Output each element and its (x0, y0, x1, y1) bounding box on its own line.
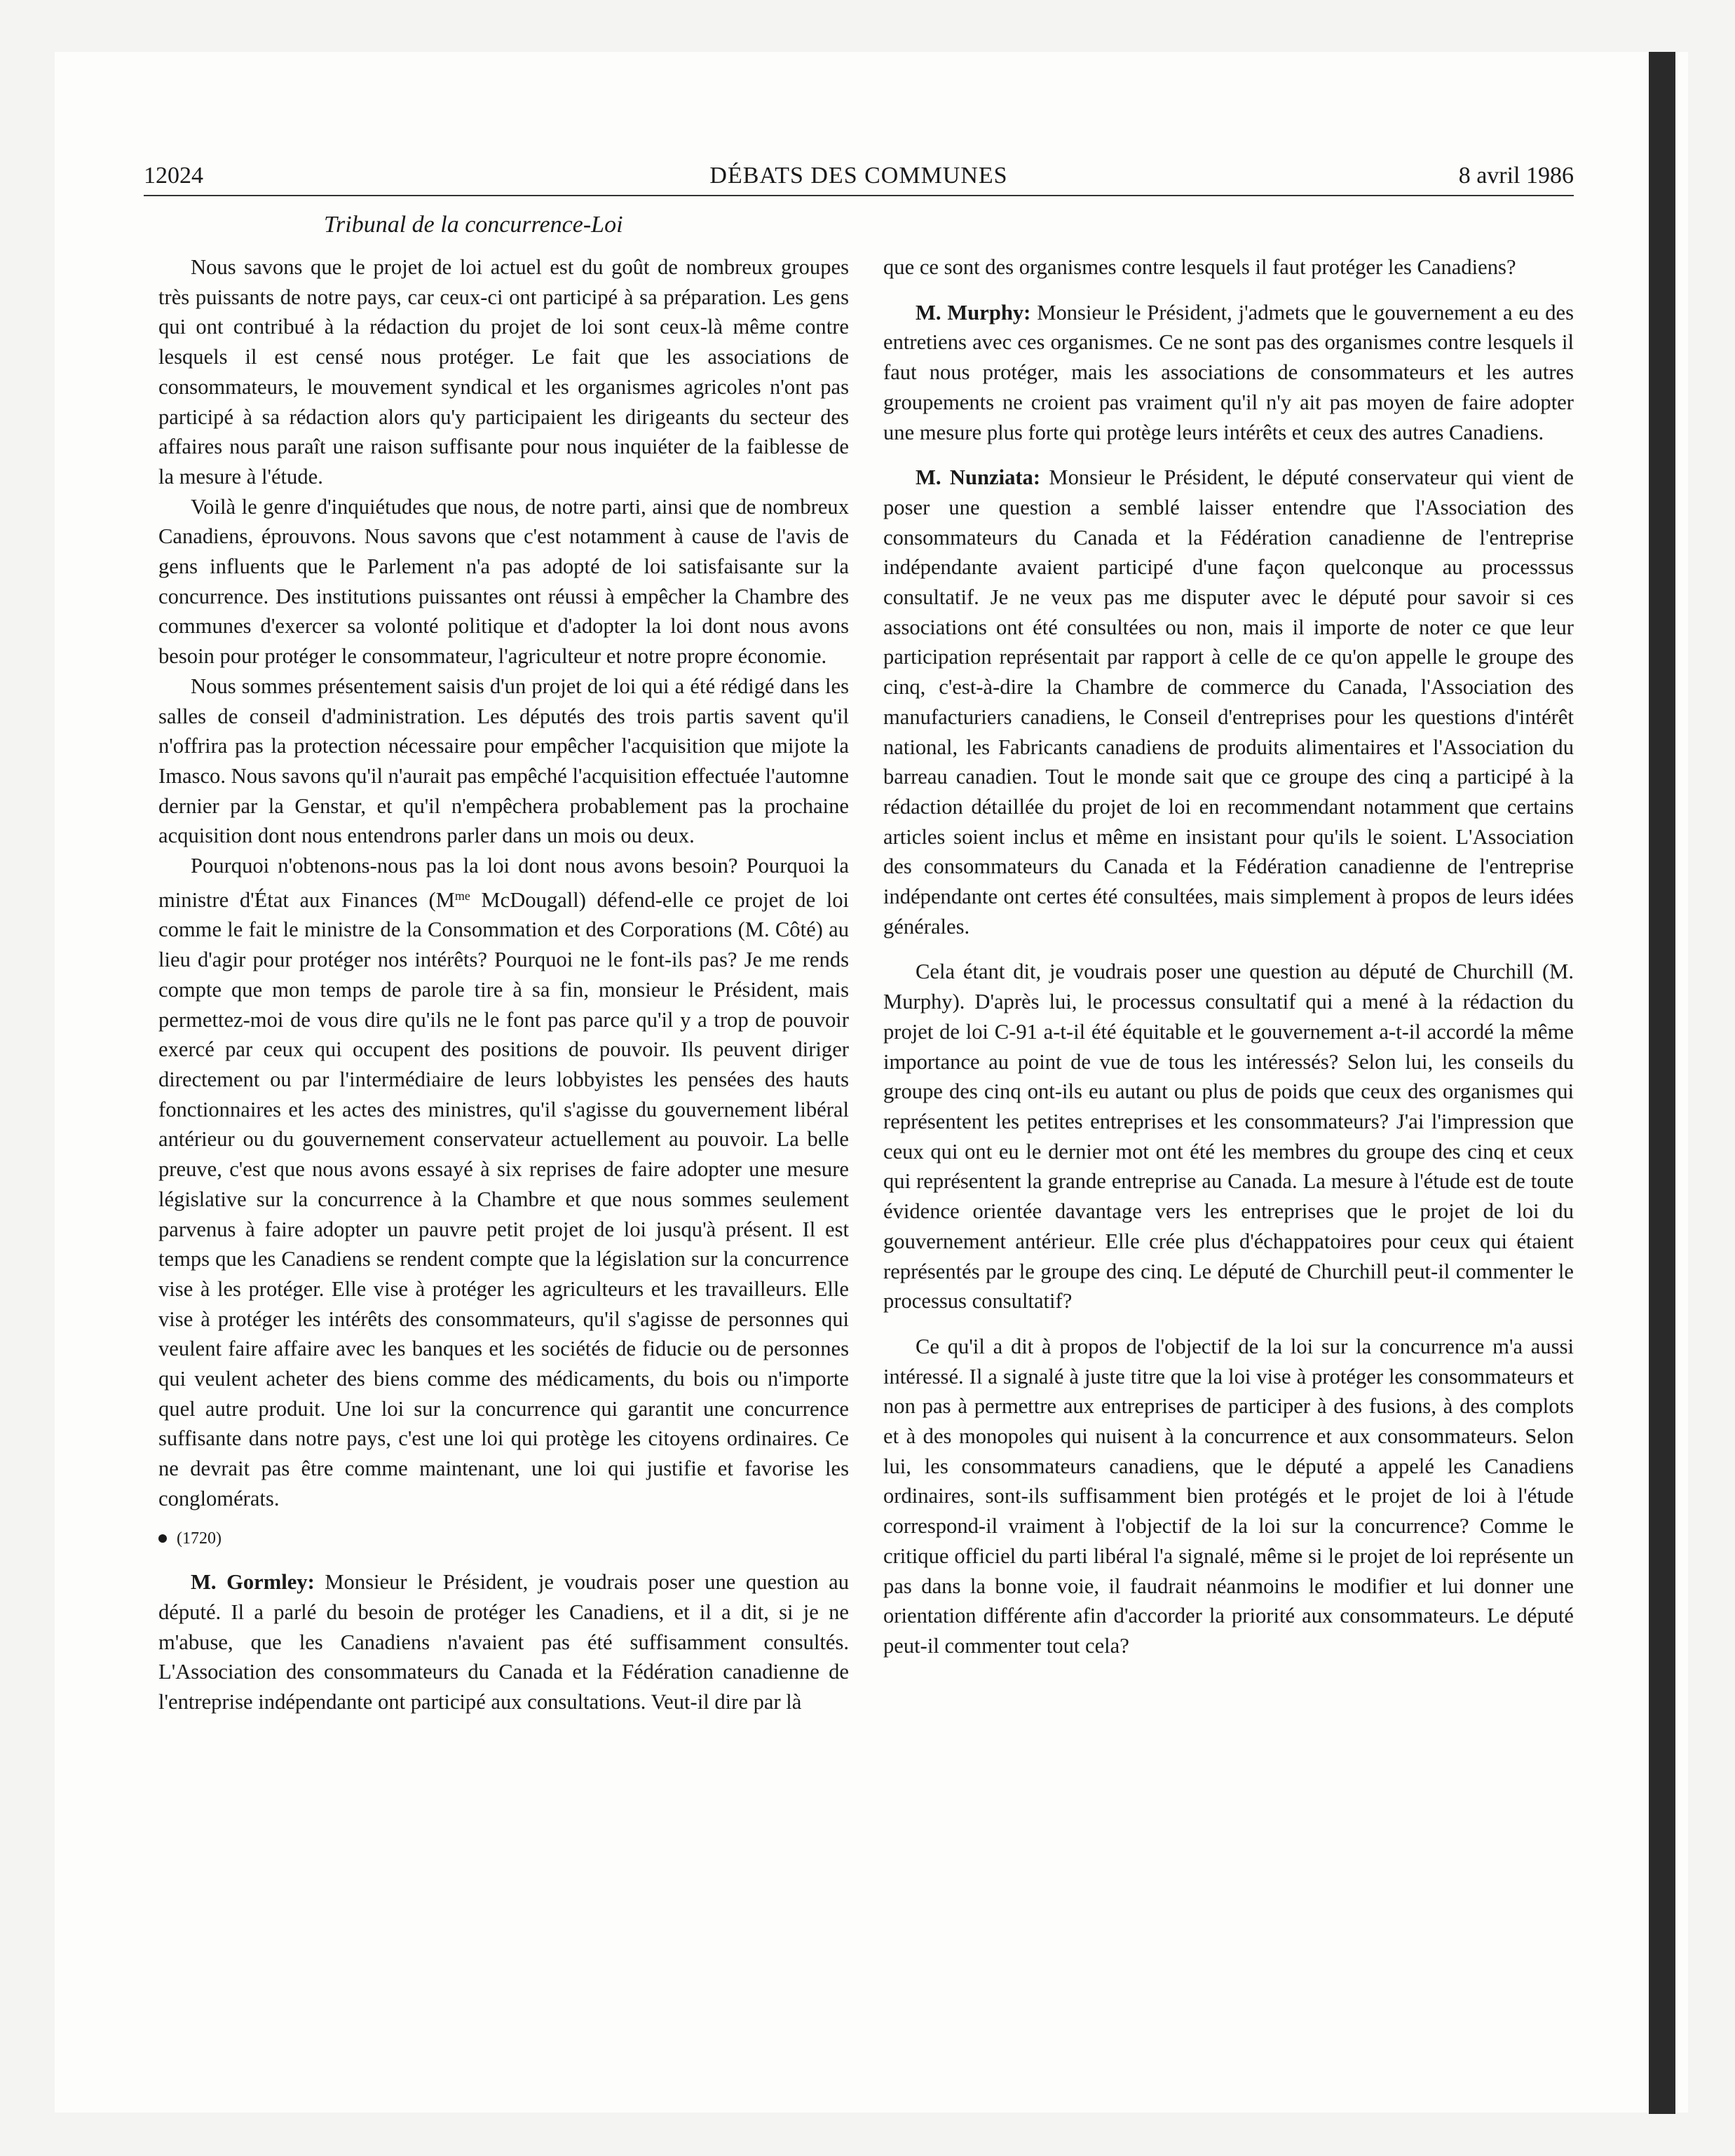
paragraph (158, 851, 849, 1513)
publication-date: 8 avril 1986 (1458, 163, 1574, 189)
bullet-icon (158, 1534, 167, 1543)
paragraph-text: McDougall) défend-elle ce projet de loi comme le fait le ministre de la Consommation et des Corporations (M. Côté) au lieu d'agir pour protéger nos intérêts? Pourquoi ne le font-ils pas? Je me rends compte que mon temps de parole tire à sa fin, monsieur le Président, mais permettez-moi de vous dire qu'ils ne le font pas parce qu'il y a trop de pouvoir exercé par ceux qui occupent des positions de pouvoir. Ils peuvent diriger directement ou par l'intermédiaire de leurs lobbyistes les pensées des hauts fonctionnaires et les actes des ministres, qu'il s'agisse du gouvernement libéral antérieur ou du gouvernement conservateur actuellement au pouvoir. La belle preuve, c'est que nous avons essayé à six reprises de faire adopter une mesure législative sur la concurrence à la Chambre et que nous sommes seulement parvenus à faire adopter un pauvre petit projet de loi jusqu'à présent. Il est temps que les Canadiens se rendent compte que la législation sur la concurrence vise à les protéger. Elle vise à protéger les agriculteurs et les travailleurs. Elle vise à protéger les intérêts des consommateurs, qu'il s'agisse de personnes qui veulent faire affaire avec les banques et les sociétés de fiducie ou de personnes qui veulent acheter des biens comme des médicaments, du bois ou n'importe quel autre produit. Une loi sur la concurrence qui garantit une concurrence suffisante dans notre pays, c'est une loi qui protège les citoyens ordinaires. Ce ne devrait pas être comme maintenant, une loi qui justifie et favorise les conglomérats. (158, 887, 849, 1510)
scan-edge-bar (1649, 52, 1675, 2114)
time-marker (158, 1524, 849, 1554)
time-marker-text: (1720) (177, 1529, 222, 1548)
speaker-name: M. Gormley: (191, 1570, 315, 1595)
paragraph: Cela étant dit, je voudrais poser une question au député de Churchill (M. Murphy). D'après lui, le processus consultatif qui a mené à la rédaction du projet de loi C-91 a-t-il été équitable et le gouvernement a-t-il accordé la même importance au point de vue de tous les intéressés? Selon lui, les conseils du groupe des cinq ont-ils eu autant ou plus de poids que ceux des organismes qui représentent les petites entreprises et les consommateurs? J'ai l'impression que ceux qui ont eu le dernier mot ont été les membres du groupe des cinq et ceux qui représentent la grande entreprise au Canada. La mesure à l'étude est de toute évidence orientée davantage vers les entreprises que le projet de loi du gouvernement antérieur. Elle crée plus d'échappatoires pour ceux qui étaient représentés par le groupe des cinq. Le député de Churchill peut-il commenter le processus consultatif? (883, 960, 1574, 1314)
paragraph: Nous sommes présentement saisis d'un projet de loi qui a été rédigé dans les salles de conseil d'administration. Les députés des trois partis savent qu'il n'offrira pas la protection nécessaire pour empêcher l'acquisition que mijote la Imasco. Nous savons qu'il n'aurait pas empêché l'acquisition effectuée l'automne dernier par la Genstar, et qu'il n'empêchera probablement pas la prochaine acquisition dont nous entendrons parler dans un mois ou deux. (158, 674, 849, 848)
page-number: 12024 (144, 163, 203, 189)
speaker-name: M. Nunziata: (916, 465, 1041, 490)
paragraph: Nous savons que le projet de loi actuel est du goût de nombreux groupes très puissants de notre pays, car ceux-ci ont participé à sa préparation. Les gens qui ont contribué à la rédaction du projet de loi sont ceux-là même contre lesquels il est censé nous protéger. Le fait que les associations de consommateurs, le mouvement syndical et les organismes agricoles n'ont pas participé à sa rédaction alors qu'y participaient les dirigeants du secteur des affaires nous paraît une raison suffisante pour nous inquiéter de la faiblesse de la mesure à l'étude. (158, 255, 849, 489)
running-title: Tribunal de la concurrence-Loi (324, 212, 623, 238)
speaker-name: M. Murphy: (916, 300, 1031, 325)
paragraph: que ce sont des organismes contre lesquels il faut protéger les Canadiens? (883, 255, 1516, 279)
left-column (158, 252, 849, 1717)
paragraph: Ce qu'il a dit à propos de l'objectif de la loi sur la concurrence m'a aussi intéressé. Il a signalé à juste titre que la loi vise à protéger les consommateurs et non pas à permettre aux entreprises de participer à des fusions, à des complots et à des monopoles qui nuisent à la concurrence et aux consommateurs. Selon lui, les consommateurs canadiens, que le député a appelé les Canadiens ordinaires, sont-ils suffisamment bien protégés et le projet de loi à l'étude correspond-il vraiment à l'objectif de la loi sur la concurrence? Comme le critique officiel du parti libéral l'a signalé, même si le projet de loi représente un pas dans la bonne voie, il faudrait néanmoins le modifier et lui donner une orientation différente afin d'accorder la priorité aux consommateurs. Le député peut-il commenter tout cela? (883, 1334, 1574, 1658)
paragraph: Voilà le genre d'inquiétudes que nous, de notre parti, ainsi que de nombreux Canadiens, éprouvons. Nous savons que c'est notamment à cause de l'avis de gens influents que le Parlement n'a pas adopté de loi satisfaisante sur la concurrence. Des institutions puissantes ont réussi à empêcher la Chambre des communes d'exercer sa volonté politique et d'adopter la loi dont nous avons besoin pour protéger le consommateur, l'agriculteur et notre propre économie. (158, 494, 849, 669)
page-header (144, 161, 1574, 196)
superscript: me (454, 888, 470, 903)
paragraph (158, 1567, 849, 1717)
paragraph-text: Monsieur le Président, j'admets que le gouvernement a eu des entretiens avec ces organismes. Ce ne sont pas des organismes contre lesquels il faut nous protéger, mais les associations de consommateurs et les autres groupements ne croient pas vraiment qu'il n'y ait pas moyen de faire adopter une mesure plus forte qui protège leurs intérêts et ceux des autres Canadiens. (883, 300, 1574, 444)
paragraph-text: Monsieur le Président, le député conservateur qui vient de poser une question a semblé laisser entendre que l'Association des consommateurs du Canada et la Fédération canadienne de l'entreprise indépendante avaient participé d'une façon quelconque au processsus consultatif. Je ne veux pas me disputer avec le député pour savoir si ces associations ont été consultées ou non, mais il importe de noter ce que leur participation représentait par rapport à celle de ce qu'on appelle le groupe des cinq, c'est-à-dire la Chambre de commerce du Canada, l'Association des manufacturiers canadiens, le Conseil d'entreprises pour les questions d'intérêt national, les Fabricants canadiens de produits alimentaires et l'Association du barreau canadien. Tout le monde sait que ce groupe des cinq a participé à la rédaction détaillée du projet de loi en recommendant notamment que certains articles soient inclus et même en insistant pour qu'ils le soient. L'Association des consommateurs du Canada et la Fédération canadienne de l'entreprise indépendante ont certes été consultées, mais simplement à propos de leurs idées générales. (883, 465, 1574, 939)
paragraph (883, 298, 1574, 448)
paragraph-text: Pourquoi n'obtenons-nous pas la loi dont nous avons besoin? Pourquoi la ministre d'État aux Finances (M (158, 854, 849, 912)
right-column (883, 252, 1574, 1661)
paragraph-text: Monsieur le Président, je voudrais poser une question au député. Il a parlé du besoin de protéger les Canadiens, et il a dit, si je ne m'abuse, que les Canadiens n'avaient pas été suffisamment consultés. L'Association des consommateurs du Canada et la Fédération canadienne de l'entreprise indépendante ont participé aux consultations. Veut-il dire par là (158, 1570, 849, 1714)
paragraph (883, 463, 1574, 941)
publication-title: DÉBATS DES COMMUNES (709, 163, 1008, 189)
